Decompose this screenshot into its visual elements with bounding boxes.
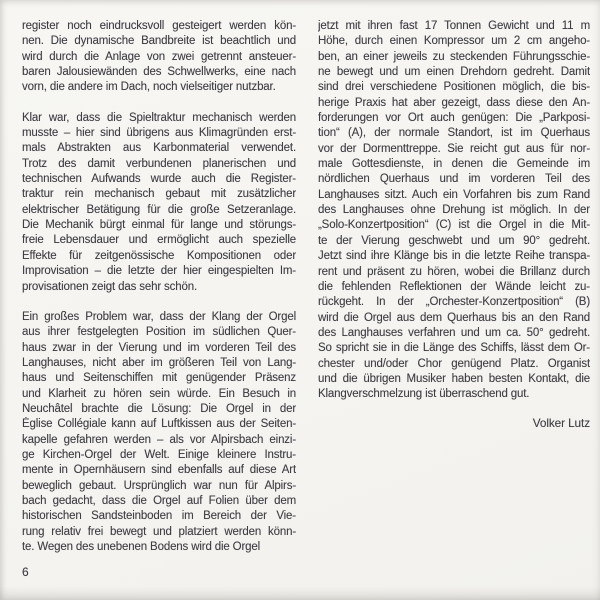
text-line: te der Vierung geschwebt und um 90° gedreht.: [318, 234, 590, 247]
text-line: te. Wegen des unebenen Bodens wird die Orgel: [22, 541, 261, 553]
paragraph: [22, 310, 296, 556]
text-line: traktur rein mechanisch gebaut mit zusätzlicher: [22, 188, 296, 201]
text-line: jetzt mit ihren fast 17 Tonnen Gewicht und 11 m: [318, 20, 590, 32]
text-line: des Langhauses ohne Drehung ist möglich. In der: [318, 204, 590, 217]
text-line: „Solo-Konzertposition“ (C) ist die Orgel in die Mit-: [318, 219, 590, 232]
text-line: Langhauses sitzt. Auch ein Vorfahren bis zum Rand: [318, 188, 590, 201]
text-line: mals Abstrakten aus Karbonmaterial verwendet.: [22, 142, 296, 155]
text-line: ge Kirchen-Orgel der Welt. Einige kleinere Instru-: [22, 448, 296, 461]
text-line: wird die Orgel aus dem Querhaus bis an den Rand: [318, 311, 590, 324]
text-line: Neuchâtel brachte die Lösung: Die Orgel in der: [22, 402, 296, 415]
text-line: Ein großes Problem war, dass der Klang der Orgel: [22, 310, 296, 323]
text-line: die fehlenden Reflektionen der Wände leicht zu-: [318, 280, 590, 293]
text-line: sind drei verschiedene Positionen möglich, die bis-: [318, 81, 590, 94]
text-line: nördlichen Querhaus und im vorderen Teil des: [318, 173, 590, 186]
scan-shadow-bottom: [0, 586, 600, 600]
text-line: vor der Dormenttreppe. Sie reicht gut aus für nor-: [318, 142, 590, 155]
text-line: register noch eindrucksvoll gesteigert werden kön-: [22, 20, 296, 32]
text-line: des Langhauses verfahren und um ca. 50° gedreht.: [318, 326, 590, 339]
text-line: provisationen zeigt das sehr schön.: [22, 280, 198, 293]
text-line: Klangverschmelzung ist überraschend gut.: [318, 388, 530, 401]
left-column: [22, 19, 296, 555]
text-line: rent und präsent zu hören, wobei die Brillanz durch: [318, 265, 590, 278]
text-line: ne bewegt und um einen Drehdorn gedreht. Damit: [318, 66, 590, 79]
text-line: haus zwar in der Vierung und im vorderen Teil des: [22, 341, 296, 354]
text-line: herige Praxis hat aber gezeigt, dass diese den An-: [318, 96, 590, 109]
text-line: rung relativ frei bewegt und platziert werden könn-: [22, 525, 296, 538]
text-line: tion“ (A), der normale Standort, ist im Querhaus: [318, 127, 590, 140]
text-line: haus und Seitenschiffen mit genügender Präsenz: [22, 372, 296, 385]
text-line: beweglich gebaut. Ursprünglich war nun für Alpirs-: [22, 479, 296, 492]
text-line: Jetzt sind ihre Klänge bis in die letzte Reihe transpa-: [318, 250, 590, 263]
text-line: chester und/oder Chor genügend Platz. Organist: [318, 357, 590, 370]
paragraph: [22, 19, 296, 96]
text-line: baren Jalousiewänden des Schwellwerks, eine nach: [22, 66, 296, 79]
text-line: technischen Aufwands wurde auch die Register-: [22, 173, 296, 186]
text-line: So spricht sie in die Länge des Schiffs, lässt dem Or-: [318, 342, 590, 355]
text-line: ben, an einer jeweils zu steckenden Führungsschie-: [318, 50, 590, 63]
paragraph: [318, 19, 590, 403]
text-line: Trotz des damit verbundenen planerischen und: [22, 157, 296, 170]
text-line: male Gottesdienste, in denen die Gemeinde im: [318, 158, 590, 171]
text-line: musste – hier sind übrigens aus Klimagründen erst-: [22, 127, 296, 140]
text-line: bach gedacht, dass die Orgel auf Folien über dem: [22, 494, 296, 507]
text-line: freie Lebensdauer und ermöglicht auch spezielle: [22, 234, 296, 247]
text-line: nen. Die dynamische Bandbreite ist beachtlich und: [22, 35, 296, 48]
text-line: elektrischer Betätigung für die große Setzeranlage.: [22, 203, 296, 216]
text-line: mente in Opernhäusern sind ebenfalls auf diese Art: [22, 464, 296, 477]
text-line: wird durch die Anlage von zwei getrennt ansteuer-: [22, 50, 296, 63]
right-column: [318, 19, 590, 403]
text-line: Höhe, durch einen Kompressor um 2 cm angeho-: [318, 35, 590, 48]
text-line: historischen Sandsteinboden im Bereich der Vie-: [22, 510, 296, 523]
text-line: Effekte für zeitgenössische Kompositionen oder: [22, 249, 296, 262]
author-signature: Volker Lutz: [532, 416, 590, 430]
text-line: Église Collégiale kann auf Luftkissen aus der Seiten-: [22, 418, 296, 431]
paragraph: [22, 111, 296, 295]
text-line: Langhauses, nicht aber im größeren Teil von Lang-: [22, 356, 296, 369]
text-line: kapelle gefahren werden – als vor Alpirsbach einzi-: [22, 433, 296, 446]
text-line: und die übrigen Musiker haben besten Kontakt, die: [318, 372, 590, 385]
text-line: Die Mechanik bürgt einmal für lange und störungs-: [22, 219, 296, 232]
text-line: Klar war, dass die Spieltraktur mechanisch werden: [22, 111, 296, 124]
text-line: Improvisation – die letzte der hier eingespielten Im-: [22, 265, 296, 278]
text-line: forderungen vor Ort auch genügen: Die „Parkposi-: [318, 112, 590, 125]
text-line: vorn, die andere im Dach, noch vielseitiger nutzbar.: [22, 81, 276, 94]
text-line: rückgeht. In der „Orchester-Konzertposition“ (B): [318, 296, 590, 309]
text-line: und Klarheit zu hören sein würde. Ein Besuch in: [22, 387, 296, 400]
page-number: 6: [22, 565, 29, 579]
text-line: aus ihrer festgelegten Position im südlichen Quer-: [22, 326, 296, 339]
